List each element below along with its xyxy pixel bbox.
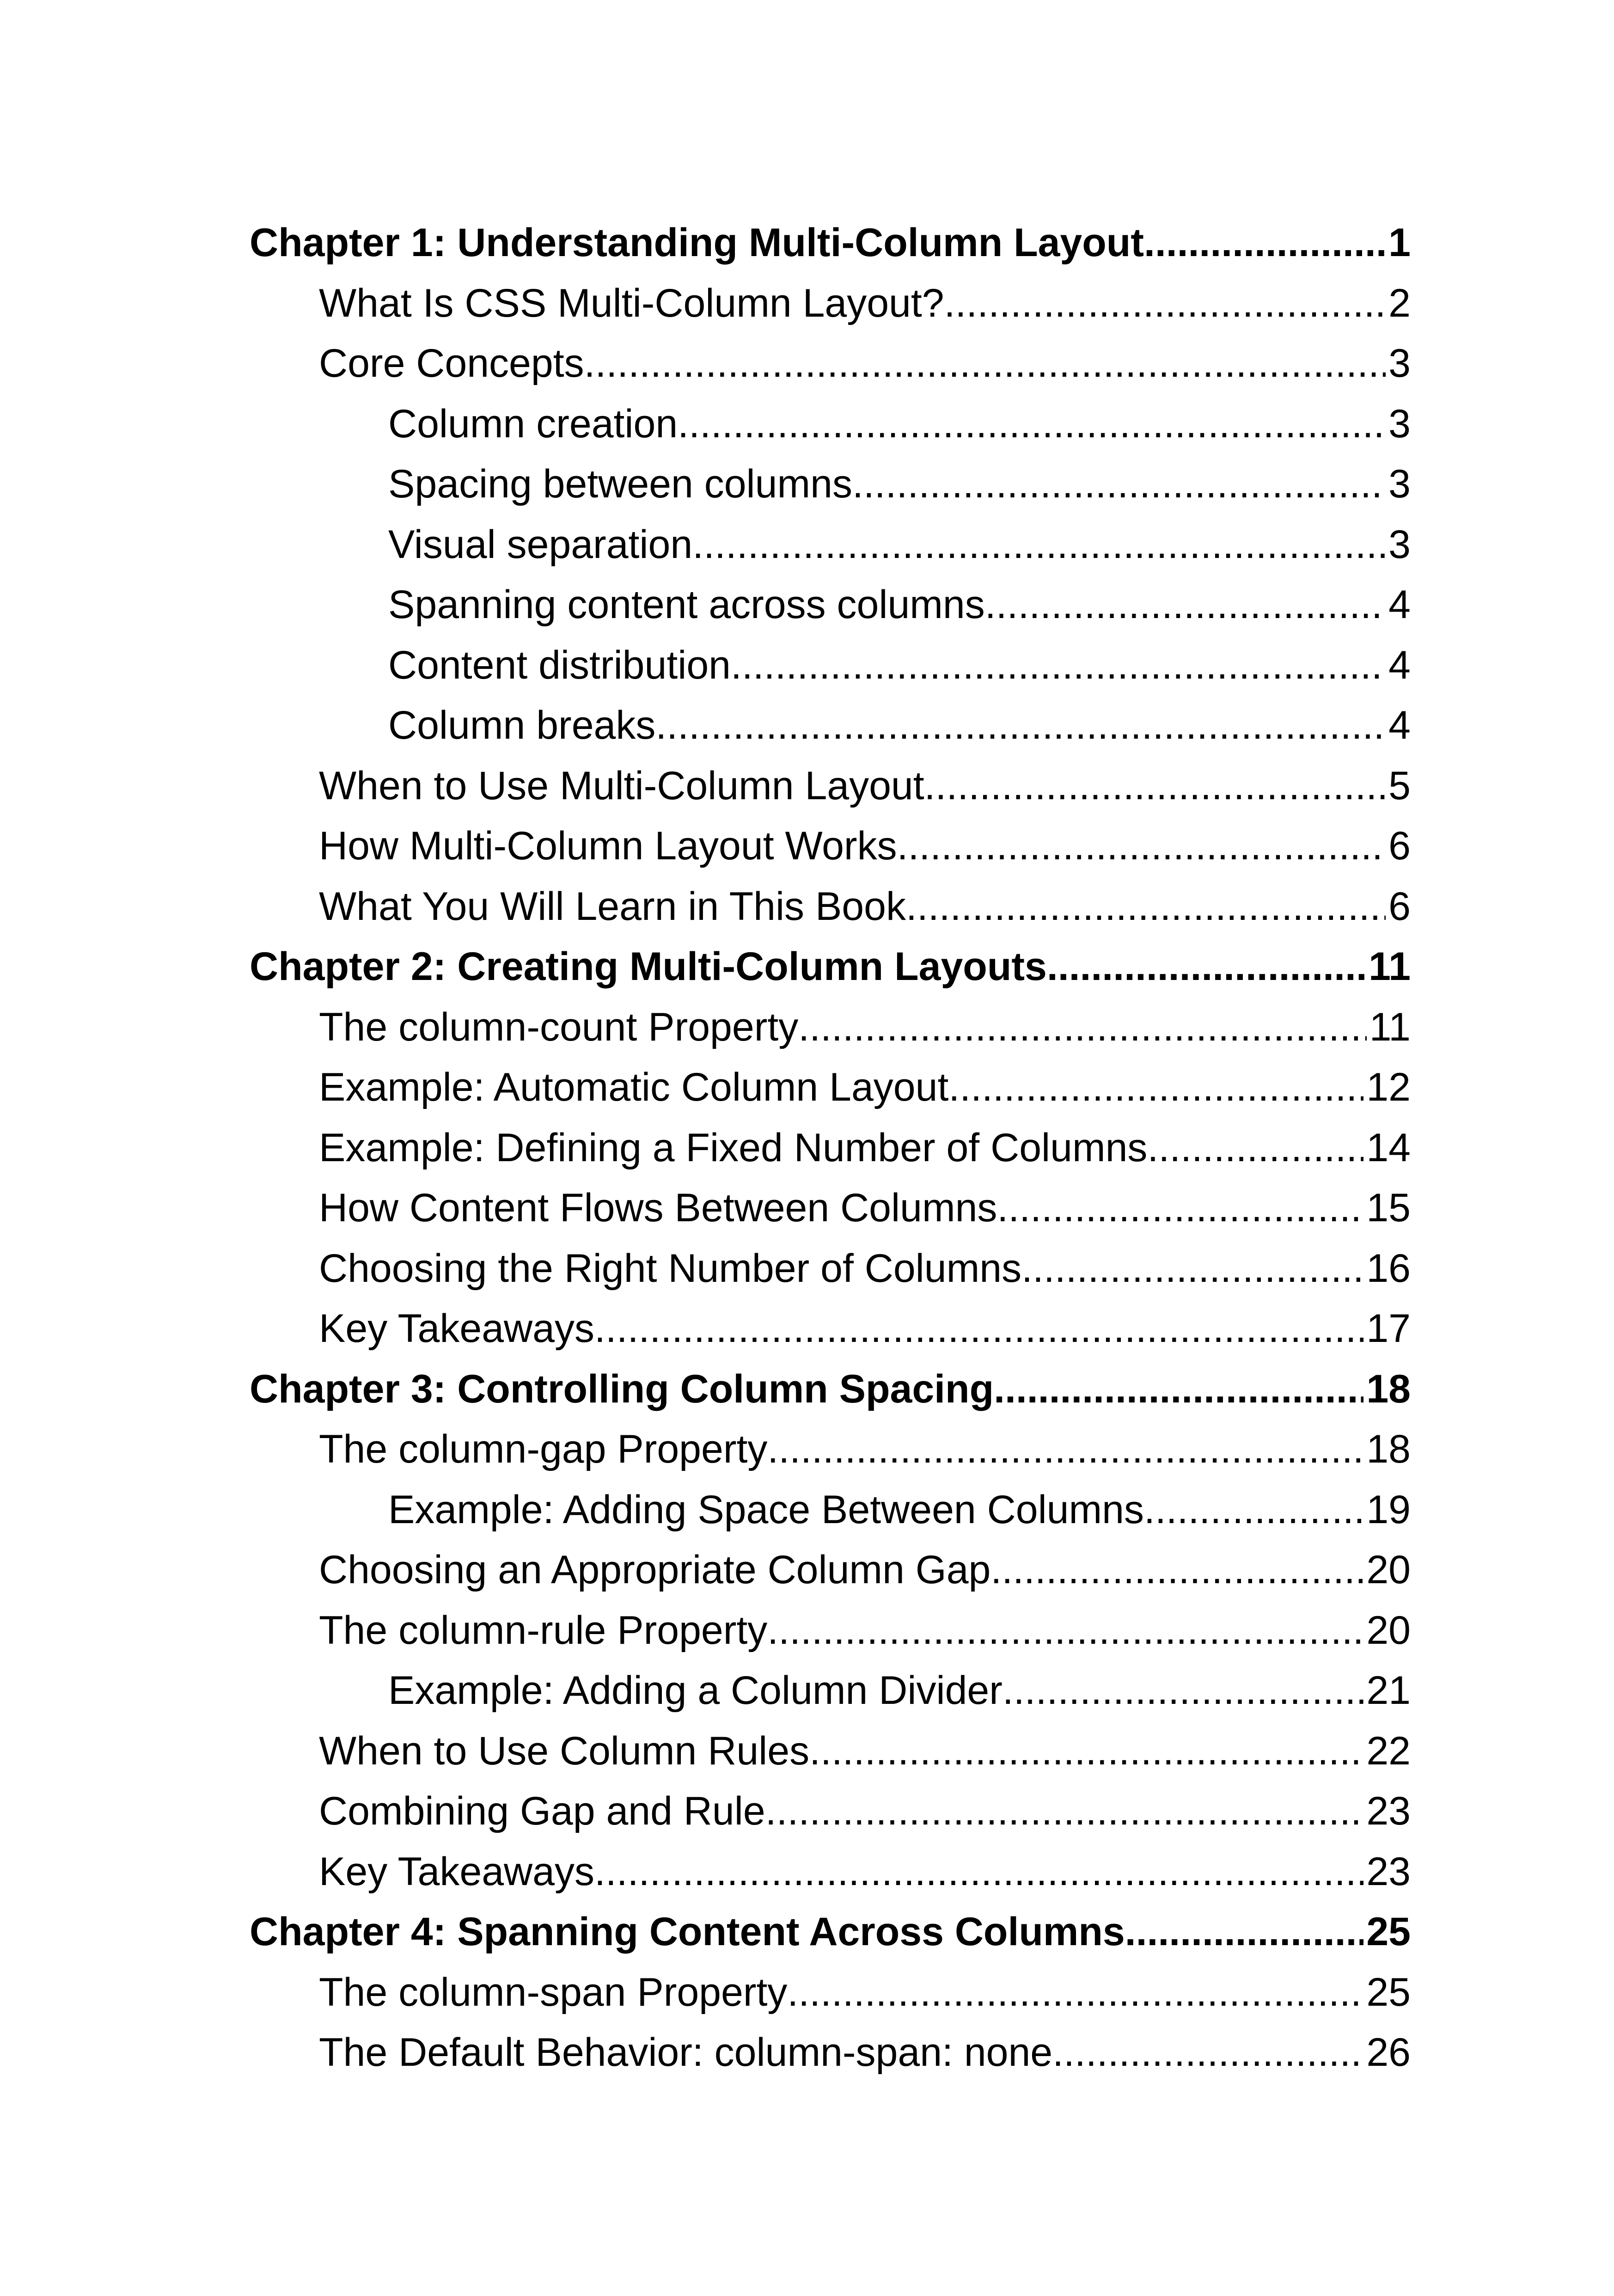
toc-chapter-entry [250,1359,1411,1420]
toc-dot-leader [809,1721,1363,1782]
toc-entry-page-number: 23 [1366,1849,1411,1894]
toc-dot-leader [1021,1238,1363,1299]
toc-section-entry [250,273,1411,334]
toc-section-entry [250,1238,1411,1299]
toc-entry-title: When to Use Multi-Column Layout [319,763,924,808]
toc-section-entry [250,1540,1411,1600]
toc-entry-page-number: 4 [1388,582,1411,627]
toc-entry-page-number: 4 [1388,703,1411,747]
toc-dot-leader [948,1057,1363,1118]
toc-entry-title: What You Will Learn in This Book [319,884,906,929]
toc-entry-page-number: 20 [1366,1608,1411,1653]
toc-entry-page-number: 16 [1366,1246,1411,1291]
toc-dot-leader [767,1419,1363,1480]
toc-entry-page-number: 3 [1388,462,1411,506]
toc-chapter-entry [250,937,1411,997]
toc-entry-page-number: 6 [1388,884,1411,929]
toc-dot-leader [798,997,1366,1058]
toc-dot-leader [594,1298,1363,1359]
toc-entry-title: Combining Gap and Rule [319,1789,765,1833]
toc-dot-leader [997,1178,1363,1238]
toc-section-entry [250,1660,1411,1721]
toc-section-entry [250,1480,1411,1540]
toc-entry-page-number: 4 [1388,643,1411,687]
toc-dot-leader [944,273,1386,334]
toc-section-entry [250,1298,1411,1359]
toc-section-entry [250,394,1411,454]
toc-entry-title: Chapter 4: Spanning Content Across Columns [250,1910,1125,1954]
toc-section-entry [250,2022,1411,2083]
toc-dot-leader [1052,2022,1363,2083]
toc-section-entry [250,816,1411,876]
toc-section-entry [250,1419,1411,1480]
toc-dot-leader [655,695,1386,756]
toc-dot-leader [1047,937,1366,997]
toc-entry-title: Column creation [388,401,678,446]
toc-entry-title: Example: Defining a Fixed Number of Columns [319,1125,1148,1170]
toc-entry-page-number: 14 [1366,1125,1411,1170]
toc-entry-title: Key Takeaways [319,1306,594,1351]
toc-dot-leader [906,876,1386,937]
toc-entry-title: Spacing between columns [388,462,852,506]
toc-entry-title: Content distribution [388,643,731,687]
toc-entry-page-number: 21 [1366,1668,1411,1713]
toc-entry-title: Core Concepts [319,341,584,386]
toc-entry-title: The column-gap Property [319,1427,768,1471]
toc-section-entry [250,756,1411,816]
toc-entry-title: Choosing an Appropriate Column Gap [319,1548,991,1592]
toc-entry-title: Example: Adding a Column Divider [388,1668,1003,1713]
toc-section-entry [250,514,1411,575]
toc-section-entry [250,1781,1411,1842]
toc-dot-leader [985,575,1386,635]
toc-dot-leader [990,1540,1363,1600]
toc-dot-leader [678,394,1386,454]
toc-entry-page-number: 6 [1388,824,1411,868]
toc-section-entry [250,333,1411,394]
toc-dot-leader [1147,1118,1363,1178]
toc-entry-title: Chapter 2: Creating Multi-Column Layouts [250,944,1047,989]
toc-entry-title: Example: Adding Space Between Columns [388,1487,1144,1532]
toc-section-entry [250,876,1411,937]
toc-section-entry [250,997,1411,1058]
toc-section-entry [250,1118,1411,1178]
toc-chapter-entry [250,1902,1411,1962]
toc-entry-page-number: 23 [1366,1789,1411,1833]
toc-entry-page-number: 22 [1366,1728,1411,1773]
toc-entry-page-number: 18 [1366,1427,1411,1471]
toc-section-entry [250,695,1411,756]
toc-entry-page-number: 1 [1388,220,1411,265]
toc-section-entry [250,1600,1411,1661]
toc-entry-page-number: 25 [1366,1970,1411,2014]
toc-section-entry [250,1178,1411,1238]
toc-dot-leader [731,635,1386,696]
toc-section-entry [250,1962,1411,2023]
toc-section-entry [250,1721,1411,1782]
toc-dot-leader [1003,1660,1363,1721]
toc-dot-leader [924,756,1386,816]
toc-dot-leader [1144,1480,1363,1540]
toc-entry-page-number: 17 [1366,1306,1411,1351]
toc-section-entry [250,635,1411,696]
toc-dot-leader [767,1600,1363,1661]
toc-dot-leader [1144,213,1386,273]
table-of-contents [250,213,1411,2083]
toc-entry-page-number: 3 [1388,522,1411,567]
toc-entry-page-number: 19 [1366,1487,1411,1532]
toc-entry-title: Chapter 1: Understanding Multi-Column Layout [250,220,1144,265]
toc-entry-title: How Content Flows Between Columns [319,1186,997,1230]
toc-dot-leader [994,1359,1363,1420]
toc-entry-page-number: 3 [1388,341,1411,386]
toc-entry-page-number: 25 [1366,1910,1411,1954]
toc-dot-leader [852,454,1386,514]
toc-entry-page-number: 11 [1369,1004,1411,1049]
toc-entry-title: Column breaks [388,703,656,747]
toc-entry-page-number: 15 [1366,1186,1411,1230]
toc-dot-leader [1125,1902,1364,1962]
toc-entry-title: Choosing the Right Number of Columns [319,1246,1022,1291]
toc-section-entry [250,454,1411,514]
toc-entry-title: Visual separation [388,522,693,567]
toc-section-entry [250,1057,1411,1118]
toc-section-entry [250,575,1411,635]
toc-entry-page-number: 12 [1366,1065,1411,1109]
toc-entry-page-number: 18 [1366,1366,1411,1411]
toc-chapter-entry [250,213,1411,273]
toc-dot-leader [584,333,1386,394]
toc-entry-title: What Is CSS Multi-Column Layout? [319,281,944,325]
toc-entry-page-number: 11 [1369,944,1411,989]
toc-entry-page-number: 5 [1388,763,1411,808]
toc-entry-title: How Multi-Column Layout Works [319,824,897,868]
toc-entry-title: Chapter 3: Controlling Column Spacing [250,1366,994,1411]
toc-dot-leader [787,1962,1363,2023]
toc-entry-title: Spanning content across columns [388,582,985,627]
toc-dot-leader [897,816,1386,876]
toc-section-entry [250,1842,1411,1902]
toc-entry-page-number: 20 [1366,1548,1411,1592]
toc-entry-title: The column-count Property [319,1004,799,1049]
toc-entry-page-number: 3 [1388,401,1411,446]
toc-entry-page-number: 2 [1388,281,1411,325]
toc-entry-title: Example: Automatic Column Layout [319,1065,949,1109]
toc-entry-page-number: 26 [1366,2030,1411,2075]
toc-dot-leader [765,1781,1364,1842]
toc-entry-title: The column-rule Property [319,1608,768,1653]
toc-entry-title: The Default Behavior: column-span: none [319,2030,1053,2075]
toc-dot-leader [594,1842,1363,1902]
toc-dot-leader [692,514,1386,575]
toc-entry-title: The column-span Property [319,1970,788,2014]
toc-entry-title: When to Use Column Rules [319,1728,810,1773]
toc-entry-title: Key Takeaways [319,1849,594,1894]
